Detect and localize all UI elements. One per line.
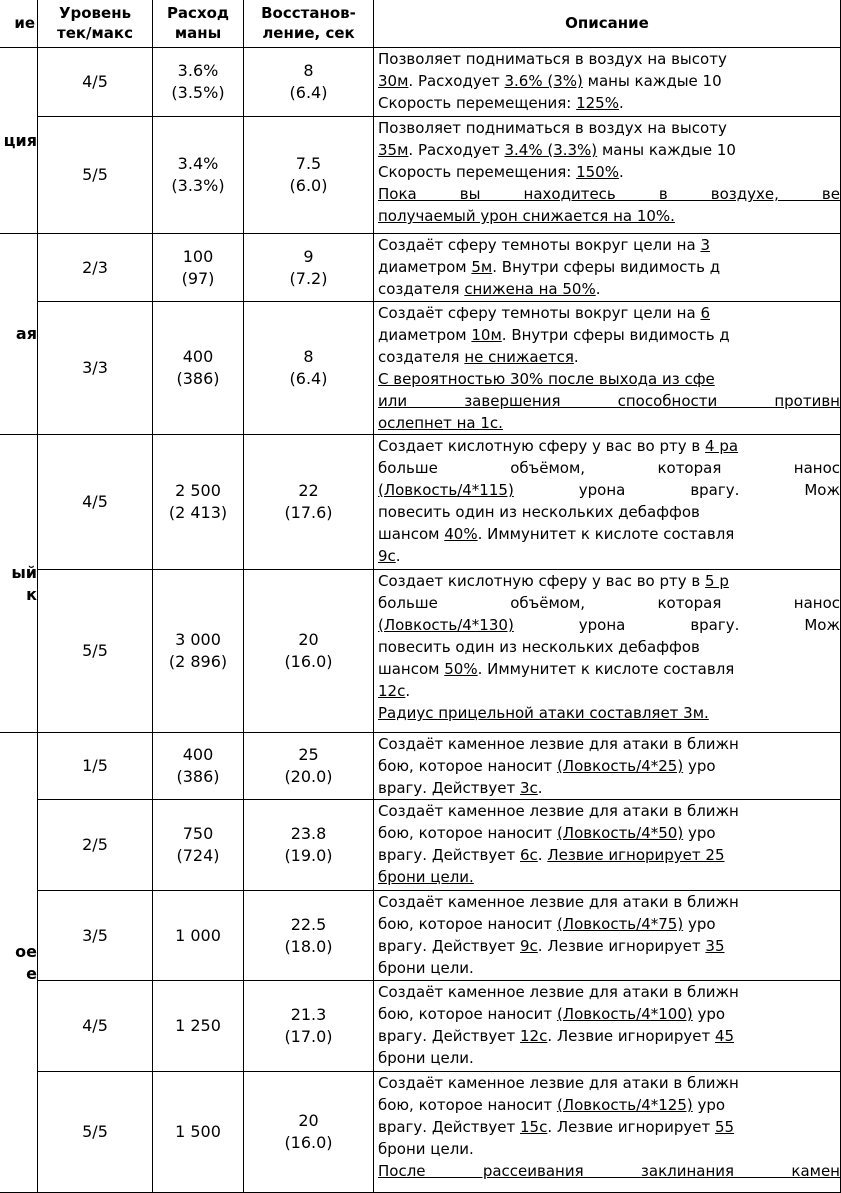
description-line — [378, 48, 840, 70]
mana-cell — [153, 800, 244, 891]
header-name: ие — [0, 0, 38, 48]
level-cell: 3/3 — [38, 302, 153, 435]
highlighted-value: 5м — [471, 258, 493, 276]
highlighted-value: Радиус прицельной атаки составляет 3м. — [378, 704, 709, 722]
description-line — [378, 1094, 840, 1116]
description-text: повесить один из нескольких дебаффов — [378, 638, 700, 656]
table-row — [0, 1072, 841, 1193]
mana-reduced-value: (3.3%) — [171, 176, 225, 195]
highlighted-value: 3.4% (3.3%) — [504, 141, 598, 159]
cooldown-reduced-value: (6.4) — [289, 83, 328, 102]
description-line — [378, 205, 840, 227]
description-line — [378, 435, 840, 457]
table-row — [0, 435, 841, 570]
description-text: . — [405, 682, 411, 700]
highlighted-value: получаемый урон снижается на 10%. — [378, 207, 675, 225]
description-line — [378, 755, 840, 777]
highlighted-value: снижена на 50% — [464, 280, 596, 298]
description-line — [378, 501, 840, 523]
cooldown-cell — [244, 733, 374, 800]
description-line — [378, 346, 840, 368]
description-text: брони цели. — [378, 959, 474, 977]
level-cell: 3/5 — [38, 891, 153, 981]
mana-value: 400 — [182, 745, 214, 764]
description-line — [378, 545, 840, 567]
highlighted-value: 55 — [714, 1118, 735, 1136]
description-line — [378, 390, 840, 412]
mana-cell — [153, 733, 244, 800]
description-text: бою, которое наносит — [378, 824, 557, 842]
mana-cell — [153, 435, 244, 570]
highlighted-value: (Ловкость/4*75) — [556, 915, 684, 933]
description-line — [378, 891, 840, 913]
mana-reduced-value: (2 896) — [168, 652, 228, 671]
description-line — [378, 680, 840, 702]
level-cell: 4/5 — [38, 48, 153, 117]
description-text: врагу. Действует — [378, 1027, 520, 1045]
description-line — [378, 368, 840, 390]
highlighted-value: 150% — [576, 163, 619, 181]
description-text: уро — [692, 1005, 726, 1023]
description-text: врагу. Действует — [378, 779, 520, 797]
description-cell — [374, 733, 841, 800]
description-text: Создаёт каменное лезвие для атаки в ближн — [378, 802, 739, 820]
cooldown-reduced-value: (17.0) — [284, 1027, 333, 1046]
level-cell: 2/5 — [38, 800, 153, 891]
description-text: Создает кислотную сферу у вас во рту в — [378, 572, 706, 590]
skill-name: ция — [3, 130, 37, 150]
level-cell: 5/5 — [38, 1072, 153, 1193]
description-line — [378, 139, 840, 161]
description-text: Создаёт каменное лезвие для атаки в ближн — [378, 893, 739, 911]
cooldown-reduced-value: (16.0) — [284, 1133, 333, 1152]
description-text: больше объёмом, которая нанос — [378, 459, 840, 477]
skill-name-cell — [0, 435, 38, 733]
cooldown-cell — [244, 800, 374, 891]
description-text: Создает кислотную сферу у вас во рту в — [378, 437, 706, 455]
skill-name-cell — [0, 733, 38, 1193]
description-text: . — [595, 280, 601, 298]
cooldown-cell — [244, 234, 374, 302]
description-line — [378, 658, 840, 680]
cooldown-reduced-value: (20.0) — [284, 767, 333, 786]
highlighted-value: не снижается — [464, 348, 574, 366]
description-text: диаметром — [378, 326, 472, 344]
cooldown-cell — [244, 117, 374, 234]
highlighted-value: (Ловкость/4*25) — [556, 757, 684, 775]
description-text: маны каждые 10 — [597, 141, 736, 159]
mana-value: 750 — [182, 824, 214, 843]
description-line — [378, 614, 840, 636]
description-text: больше объёмом, которая нанос — [378, 594, 840, 612]
highlighted-value: (Ловкость/4*125) — [556, 1096, 693, 1114]
mana-cell — [153, 234, 244, 302]
highlighted-value: 12с — [378, 682, 406, 700]
description-text: бою, которое наносит — [378, 1096, 557, 1114]
description-cell — [374, 800, 841, 891]
description-text: Скорость перемещения: — [378, 94, 577, 112]
level-cell: 5/5 — [38, 570, 153, 733]
description-text: . — [537, 779, 543, 797]
cooldown-reduced-value: (17.6) — [284, 503, 333, 522]
description-line — [378, 777, 840, 799]
highlighted-value: 6 — [700, 304, 710, 322]
cooldown-value: 20 — [298, 630, 319, 649]
description-text: Создаёт каменное лезвие для атаки в ближн — [378, 1074, 739, 1092]
description-cell — [374, 570, 841, 733]
highlighted-value: 125% — [576, 94, 619, 112]
description-text: . Иммунитет к кислоте составля — [477, 660, 735, 678]
description-line — [378, 70, 840, 92]
mana-cell — [153, 48, 244, 117]
description-line — [378, 1160, 840, 1182]
description-text: бою, которое наносит — [378, 757, 557, 775]
highlighted-value: 15с — [519, 1118, 548, 1136]
level-cell: 1/5 — [38, 733, 153, 800]
skill-name: ый — [11, 562, 37, 582]
description-text: урона врагу. Мож — [513, 481, 840, 499]
description-line — [378, 592, 840, 614]
mana-value: 3 000 — [175, 630, 221, 649]
description-text: . — [395, 547, 401, 565]
mana-value: 3.6% — [177, 61, 219, 80]
description-line — [378, 1116, 840, 1138]
table-body — [0, 48, 841, 1193]
cooldown-reduced-value: (18.0) — [284, 936, 333, 956]
description-text: . — [537, 846, 548, 864]
cooldown-value: 23.8 — [290, 824, 327, 843]
cooldown-value: 21.3 — [290, 1005, 327, 1024]
mana-reduced-value: (386) — [176, 767, 220, 786]
highlighted-value: брони цели. — [378, 868, 474, 886]
description-text: Создаёт каменное лезвие для атаки в ближн — [378, 983, 739, 1001]
highlighted-value: или завершения способности противн — [378, 392, 840, 410]
description-line — [378, 457, 840, 479]
description-cell — [374, 981, 841, 1072]
highlighted-value: 10м — [471, 326, 502, 344]
highlighted-value: 35 — [705, 937, 725, 955]
mana-cell — [153, 117, 244, 234]
description-cell — [374, 891, 841, 981]
skill-name: к — [26, 584, 37, 604]
description-text: диаметром — [378, 258, 472, 276]
table-row — [0, 800, 841, 891]
description-line — [378, 957, 840, 979]
skill-name-cell — [0, 234, 38, 435]
description-text: бою, которое наносит — [378, 1005, 557, 1023]
mana-reduced-value: (724) — [176, 846, 220, 865]
description-line — [378, 278, 840, 300]
description-line — [378, 981, 840, 1003]
highlighted-value: 9с — [519, 937, 538, 955]
skill-name: ая — [15, 324, 37, 343]
description-line — [378, 636, 840, 658]
mana-value: 2 500 — [175, 481, 221, 500]
header-level: Уровень тек/макс — [38, 0, 153, 48]
mana-value: 3.4% — [177, 154, 219, 173]
mana-value: 1 500 — [175, 1122, 221, 1141]
mana-cell — [153, 891, 244, 981]
description-text: врагу. Действует — [378, 846, 520, 864]
description-line — [378, 733, 840, 755]
mana-value: 100 — [182, 246, 214, 266]
description-text: Создаёт сферу темноты вокруг цели на — [378, 236, 701, 254]
description-text: . Внутри сферы видимость д — [492, 258, 721, 276]
highlighted-value: 9с — [378, 547, 396, 565]
description-text: шансом — [378, 660, 445, 678]
description-line — [378, 1025, 840, 1047]
description-line — [378, 1138, 840, 1160]
cooldown-cell — [244, 570, 374, 733]
description-text: уро — [683, 757, 716, 775]
description-text: Позволяет подниматься в воздух на высоту — [378, 119, 727, 137]
cooldown-reduced-value: (19.0) — [284, 846, 333, 865]
description-text: . — [618, 94, 624, 112]
description-text: урона врагу. Мож — [513, 616, 840, 634]
cooldown-reduced-value: (6.0) — [289, 176, 328, 195]
highlighted-value: 12с — [519, 1027, 548, 1045]
highlighted-value: С вероятностью 30% после выхода из сфе — [378, 370, 715, 388]
level-cell: 4/5 — [38, 981, 153, 1072]
header-row — [0, 0, 841, 48]
description-text: бою, которое наносит — [378, 915, 557, 933]
description-text: шансом — [378, 525, 445, 543]
description-line — [378, 1003, 840, 1025]
description-line — [378, 913, 840, 935]
description-line — [378, 1072, 840, 1094]
highlighted-value: 3 — [700, 236, 710, 254]
table-row — [0, 234, 841, 302]
description-text: . — [618, 163, 624, 181]
description-text: Создаёт каменное лезвие для атаки в ближн — [378, 735, 739, 753]
highlighted-value: 40% — [444, 525, 478, 543]
highlighted-value: 4 ра — [705, 437, 739, 455]
highlighted-value: 6с — [519, 846, 538, 864]
mana-value: 400 — [182, 347, 214, 366]
cooldown-value: 7.5 — [295, 154, 322, 173]
description-line — [378, 234, 840, 256]
highlighted-value: (Ловкость/4*115) — [378, 481, 514, 499]
mana-reduced-value: (386) — [176, 369, 220, 388]
description-line — [378, 302, 840, 324]
description-line — [378, 800, 840, 822]
cooldown-value: 25 — [298, 745, 319, 764]
mana-cell — [153, 302, 244, 435]
table-row — [0, 981, 841, 1072]
cooldown-value: 9 — [303, 246, 314, 266]
table-row — [0, 891, 841, 981]
description-text: Позволяет подниматься в воздух на высоту — [378, 50, 727, 68]
description-text: . Расходует — [408, 141, 505, 159]
description-line — [378, 92, 840, 114]
description-text: создателя — [378, 348, 465, 366]
mana-reduced-value: (97) — [181, 268, 215, 288]
description-line — [378, 1047, 840, 1069]
cooldown-value: 20 — [298, 1111, 319, 1130]
description-line — [378, 324, 840, 346]
description-line — [378, 412, 840, 434]
description-text: . Расходует — [408, 72, 505, 90]
level-cell: 5/5 — [38, 117, 153, 234]
highlighted-value: Пока вы находитесь в воздухе, ве — [378, 185, 840, 203]
description-cell — [374, 435, 841, 570]
highlighted-value: (Ловкость/4*130) — [378, 616, 514, 634]
highlighted-value: После рассеивания заклинания камен — [378, 1162, 840, 1180]
description-cell — [374, 302, 841, 435]
cooldown-cell — [244, 1072, 374, 1193]
description-line — [378, 161, 840, 183]
table-row — [0, 733, 841, 800]
description-text: . — [573, 348, 579, 366]
description-line — [378, 183, 840, 205]
level-cell: 4/5 — [38, 435, 153, 570]
description-cell — [374, 117, 841, 234]
cooldown-value: 22 — [298, 481, 319, 500]
cooldown-reduced-value: (7.2) — [289, 268, 328, 288]
description-text: брони цели. — [378, 1140, 474, 1158]
cooldown-cell — [244, 48, 374, 117]
description-text: брони цели. — [378, 1049, 474, 1067]
cooldown-value: 8 — [303, 347, 314, 366]
highlighted-value: 30м — [378, 72, 409, 90]
cooldown-cell — [244, 302, 374, 435]
description-line — [378, 117, 840, 139]
description-text: . Иммунитет к кислоте составля — [477, 525, 735, 543]
highlighted-value: Лезвие игнорирует 25 — [547, 846, 725, 864]
description-text: Скорость перемещения: — [378, 163, 577, 181]
header-cooldown: Восстанов-ление, сек — [244, 0, 374, 48]
description-line — [378, 570, 840, 592]
description-text: повесить один из нескольких дебаффов — [378, 503, 700, 521]
description-line — [378, 256, 840, 278]
table-row — [0, 117, 841, 234]
highlighted-value: 3с — [519, 779, 538, 797]
description-text: маны каждые 10 — [582, 72, 722, 90]
description-cell — [374, 48, 841, 117]
table-row — [0, 302, 841, 435]
highlighted-value: 45 — [714, 1027, 735, 1045]
description-text: уро — [683, 824, 716, 842]
description-line — [378, 822, 840, 844]
description-text: . Лезвие игнорирует — [547, 1027, 715, 1045]
skill-name: ое — [15, 941, 37, 961]
description-text: врагу. Действует — [378, 937, 520, 955]
mana-cell — [153, 1072, 244, 1193]
table-row — [0, 570, 841, 733]
description-text: врагу. Действует — [378, 1118, 520, 1136]
highlighted-value: 3.6% (3%) — [504, 72, 583, 90]
description-line — [378, 702, 840, 724]
level-cell: 2/3 — [38, 234, 153, 302]
highlighted-value: ослепнет на 1с. — [378, 414, 503, 432]
skill-name-cell — [0, 48, 38, 234]
description-text: уро — [692, 1096, 726, 1114]
description-text: уро — [683, 915, 716, 933]
mana-value: 1 000 — [175, 925, 221, 945]
cooldown-value: 22.5 — [290, 914, 327, 934]
cooldown-cell — [244, 891, 374, 981]
description-text: Создаёт сферу темноты вокруг цели на — [378, 304, 701, 322]
description-text: . Внутри сферы видимость д — [501, 326, 730, 344]
highlighted-value: 50% — [444, 660, 478, 678]
mana-value: 1 250 — [175, 1016, 221, 1035]
mana-cell — [153, 570, 244, 733]
skill-name: е — [26, 963, 37, 983]
description-line — [378, 935, 840, 957]
description-text: . Лезвие игнорирует — [547, 1118, 715, 1136]
description-text: . Лезвие игнорирует — [537, 937, 706, 955]
cooldown-value: 8 — [303, 61, 314, 80]
highlighted-value: 5 р — [705, 572, 729, 590]
mana-cell — [153, 981, 244, 1072]
description-line — [378, 844, 840, 866]
cooldown-cell — [244, 981, 374, 1072]
description-cell — [374, 1072, 841, 1193]
mana-reduced-value: (3.5%) — [171, 83, 225, 102]
description-line — [378, 866, 840, 888]
highlighted-value: (Ловкость/4*50) — [556, 824, 684, 842]
description-line — [378, 479, 840, 501]
cooldown-reduced-value: (6.4) — [289, 369, 328, 388]
cooldown-reduced-value: (16.0) — [284, 652, 333, 671]
header-mana: Расход маны — [153, 0, 244, 48]
highlighted-value: 35м — [378, 141, 409, 159]
table-row — [0, 48, 841, 117]
description-cell — [374, 234, 841, 302]
highlighted-value: (Ловкость/4*100) — [556, 1005, 693, 1023]
cooldown-cell — [244, 435, 374, 570]
description-text: создателя — [378, 280, 465, 298]
header-description: Описание — [374, 0, 841, 48]
description-line — [378, 523, 840, 545]
mana-reduced-value: (2 413) — [168, 503, 228, 522]
